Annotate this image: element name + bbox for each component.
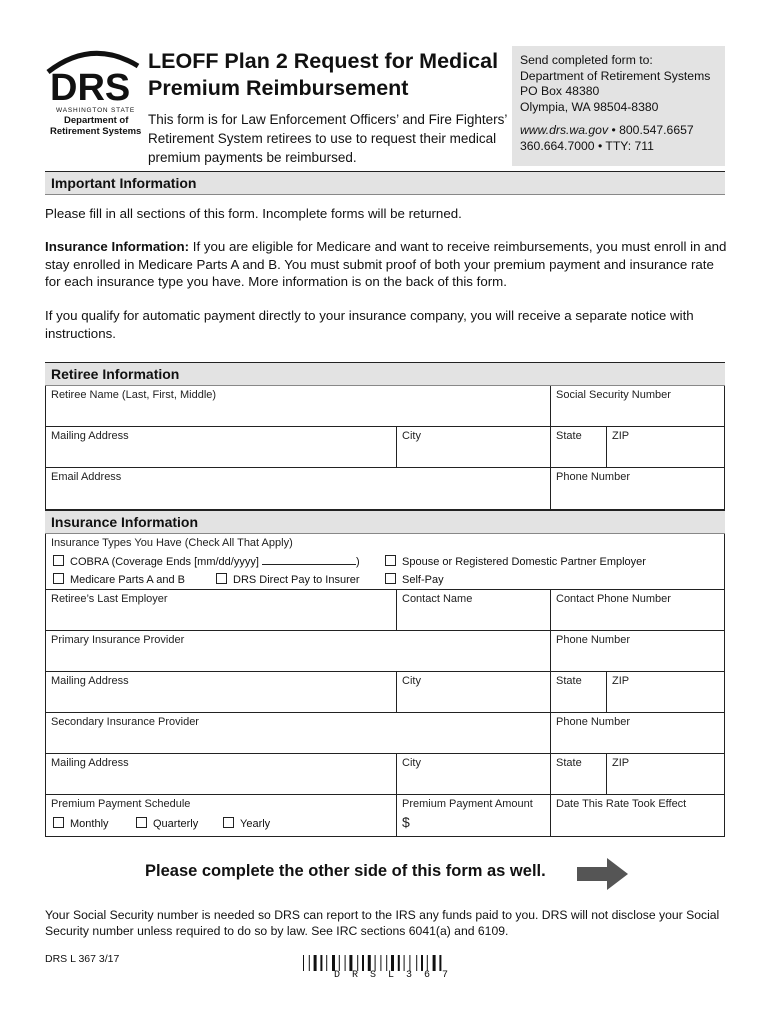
direct-pay-label: DRS Direct Pay to Insurer bbox=[233, 574, 360, 586]
send-line1: Department of Retirement Systems bbox=[520, 68, 711, 83]
premium-amount-field[interactable] bbox=[396, 795, 550, 836]
retiree-row-contact bbox=[46, 468, 724, 509]
medicare-label: Medicare Parts A and B bbox=[70, 574, 185, 586]
primary-phone-field[interactable]: Phone Number bbox=[550, 631, 724, 671]
retiree-row-name bbox=[46, 386, 724, 427]
insurance-info-label: Insurance Information: bbox=[45, 239, 190, 254]
barcode-bar bbox=[404, 955, 405, 971]
insurance-grid bbox=[45, 534, 725, 837]
dollar-sign: $ bbox=[402, 814, 410, 830]
primary-zip-field[interactable]: ZIP bbox=[606, 672, 724, 712]
logo-mark: DRS bbox=[50, 67, 131, 109]
retiree-grid bbox=[45, 386, 725, 510]
barcode-bar bbox=[421, 955, 423, 971]
important-information-heading: Important Information bbox=[45, 171, 725, 195]
self-pay-checkbox[interactable] bbox=[385, 573, 396, 584]
insurance-types-label: Insurance Types You Have (Check All That Apply) bbox=[51, 537, 293, 549]
primary-mailing-address-field[interactable]: Mailing Address bbox=[51, 675, 129, 687]
quarterly-option[interactable] bbox=[136, 817, 198, 830]
self-pay-label: Self-Pay bbox=[402, 574, 444, 586]
barcode-bar bbox=[375, 955, 376, 971]
retiree-zip-field[interactable]: ZIP bbox=[606, 427, 724, 467]
quarterly-checkbox[interactable] bbox=[136, 817, 147, 828]
barcode-bar bbox=[416, 955, 417, 971]
barcode-bar bbox=[332, 955, 335, 971]
direct-pay-option[interactable] bbox=[216, 573, 360, 586]
page-title bbox=[148, 48, 518, 102]
primary-state-field[interactable]: State bbox=[550, 672, 606, 712]
cobra-checkbox[interactable] bbox=[53, 555, 64, 566]
barcode-bar bbox=[398, 955, 400, 971]
secondary-state-field[interactable]: State bbox=[550, 754, 606, 794]
monthly-option[interactable] bbox=[53, 817, 109, 830]
barcode-char: D bbox=[333, 970, 340, 981]
retiree-mailing-address-field[interactable]: Mailing Address bbox=[51, 430, 129, 442]
barcode-char: 7 bbox=[441, 970, 448, 981]
barcode-icon bbox=[303, 955, 469, 971]
secondary-zip-field[interactable]: ZIP bbox=[606, 754, 724, 794]
form-number: DRS L 367 3/17 bbox=[45, 953, 120, 965]
retiree-information-heading: Retiree Information bbox=[45, 362, 725, 386]
barcode-char: S bbox=[369, 970, 376, 981]
payment-schedule-label: Premium Payment Schedule bbox=[51, 798, 191, 810]
barcode-bar bbox=[345, 955, 346, 971]
logo-state: WASHINGTON STATE bbox=[56, 107, 136, 114]
retiree-phone-field[interactable]: Phone Number bbox=[550, 468, 724, 509]
title-line2: Premium Reimbursement bbox=[148, 76, 409, 100]
secondary-provider-row bbox=[46, 713, 724, 754]
secondary-mailing-address-field[interactable]: Mailing Address bbox=[51, 757, 129, 769]
barcode-bar bbox=[427, 955, 428, 971]
cobra-date-line[interactable] bbox=[262, 555, 356, 565]
premium-amount-label: Premium Payment Amount bbox=[402, 798, 533, 810]
yearly-option[interactable] bbox=[223, 817, 270, 830]
direct-pay-checkbox[interactable] bbox=[216, 573, 227, 584]
important-paragraph-1: Please fill in all sections of this form. Incomplete forms will be returned. bbox=[45, 206, 462, 221]
please-complete-notice: Please complete the other side of this form as well. bbox=[145, 862, 546, 880]
primary-provider-field[interactable]: Primary Insurance Provider bbox=[51, 634, 185, 646]
send-line2: PO Box 48380 bbox=[520, 84, 600, 98]
cobra-label: COBRA (Coverage Ends [mm/dd/yyyy] bbox=[70, 556, 259, 568]
barcode-char: 6 bbox=[423, 970, 430, 981]
important-paragraph-3: If you qualify for automatic payment directly to your insurance company, you will receive a separate notice with instructions. bbox=[45, 308, 694, 341]
send-heading: Send completed form to: bbox=[520, 53, 653, 67]
drs-logo bbox=[44, 46, 144, 138]
barcode-bar bbox=[409, 955, 410, 971]
insurance-info-text: If you are eligible for Medicare and want to receive reimbursements, you must enroll in and stay enrolled in Medicare Parts A and B. You must submit proof of both your premium payment and insurance rate for each insurance type you have. More information is on the back of this form. bbox=[45, 239, 727, 289]
barcode-bar bbox=[303, 955, 304, 971]
phone-1: • 800.547.6657 bbox=[611, 123, 694, 137]
barcode-bar bbox=[326, 955, 327, 971]
self-pay-option[interactable] bbox=[385, 573, 444, 586]
secondary-address-row bbox=[46, 754, 724, 795]
secondary-phone-field[interactable]: Phone Number bbox=[550, 713, 724, 753]
barcode-bar bbox=[380, 955, 381, 971]
contact-phone-field[interactable]: Contact Phone Number bbox=[550, 590, 724, 630]
spouse-option[interactable] bbox=[385, 555, 646, 568]
right-arrow-icon bbox=[577, 857, 629, 891]
primary-provider-row bbox=[46, 631, 724, 672]
logo-dept-line1: Department of bbox=[64, 115, 129, 126]
retiree-name-field[interactable]: Retiree Name (Last, First, Middle) bbox=[51, 389, 217, 401]
arrow-shape bbox=[577, 858, 628, 890]
ssn-disclosure-notice: Your Social Security number is needed so DRS can report to the IRS any funds paid to you. DRS will not disclose your Social Security number unless required to do so by law. See IRC sections 6041(a) and 6109. bbox=[45, 908, 720, 938]
barcode-bar bbox=[362, 955, 364, 971]
barcode-char: 3 bbox=[405, 970, 412, 981]
retiree-city-field[interactable]: City bbox=[396, 427, 550, 467]
monthly-label: Monthly bbox=[70, 818, 109, 830]
yearly-label: Yearly bbox=[240, 818, 271, 830]
barcode-char: R bbox=[351, 970, 358, 981]
yearly-checkbox[interactable] bbox=[223, 817, 234, 828]
barcode-bar bbox=[391, 955, 394, 971]
ssn-field[interactable]: Social Security Number bbox=[550, 386, 724, 426]
intro-line1: This form is for Law Enforcement Officers’ and Fire Fighters’ bbox=[148, 112, 508, 127]
retiree-row-address bbox=[46, 427, 724, 468]
spouse-label: Spouse or Registered Domestic Partner Employer bbox=[402, 556, 646, 568]
cobra-option[interactable] bbox=[53, 555, 360, 568]
monthly-checkbox[interactable] bbox=[53, 817, 64, 828]
intro-line3: premium payments be reimbursed. bbox=[148, 150, 357, 165]
insurance-information-heading: Insurance Information bbox=[45, 510, 725, 534]
barcode-bar bbox=[368, 955, 371, 971]
intro-text bbox=[148, 110, 513, 167]
send-line3: Olympia, WA 98504-8380 bbox=[520, 99, 659, 114]
send-to-box bbox=[512, 46, 725, 166]
barcode-char: L bbox=[387, 970, 394, 981]
barcode-bar bbox=[314, 955, 317, 971]
premium-row bbox=[46, 795, 724, 836]
barcode-bar bbox=[349, 955, 352, 971]
cobra-close: ) bbox=[355, 556, 360, 568]
rate-effective-date-field[interactable]: Date This Rate Took Effect bbox=[550, 795, 724, 836]
primary-city-field[interactable]: City bbox=[396, 672, 550, 712]
primary-address-row bbox=[46, 672, 724, 713]
medicare-option[interactable] bbox=[53, 573, 185, 586]
barcode-bar bbox=[339, 955, 340, 971]
last-employer-field[interactable]: Retiree’s Last Employer bbox=[51, 593, 168, 605]
phone-2: 360.664.7000 • TTY: 711 bbox=[520, 138, 654, 153]
employer-row bbox=[46, 590, 724, 631]
website-link[interactable]: www.drs.wa.gov bbox=[520, 123, 609, 137]
retiree-state-field[interactable]: State bbox=[550, 427, 606, 467]
barcode-bar bbox=[320, 955, 322, 971]
spouse-checkbox[interactable] bbox=[385, 555, 396, 566]
medicare-checkbox[interactable] bbox=[53, 573, 64, 584]
retiree-email-field[interactable]: Email Address bbox=[51, 471, 122, 483]
intro-line2: Retirement System retirees to use to request their medical bbox=[148, 131, 497, 146]
insurance-types-row bbox=[46, 534, 724, 590]
contact-name-field[interactable]: Contact Name bbox=[396, 590, 550, 630]
barcode-text bbox=[328, 970, 454, 981]
important-paragraph-2 bbox=[45, 238, 727, 291]
barcode-bar bbox=[433, 955, 436, 971]
barcode-bar bbox=[309, 955, 310, 971]
barcode-bar bbox=[357, 955, 358, 971]
secondary-provider-field[interactable]: Secondary Insurance Provider bbox=[51, 716, 199, 728]
barcode-bar bbox=[386, 955, 387, 971]
quarterly-label: Quarterly bbox=[153, 818, 199, 830]
logo-dept-line2: Retirement Systems bbox=[50, 126, 142, 137]
barcode-bar bbox=[439, 955, 441, 971]
secondary-city-field[interactable]: City bbox=[396, 754, 550, 794]
title-line1: LEOFF Plan 2 Request for Medical bbox=[148, 49, 499, 73]
